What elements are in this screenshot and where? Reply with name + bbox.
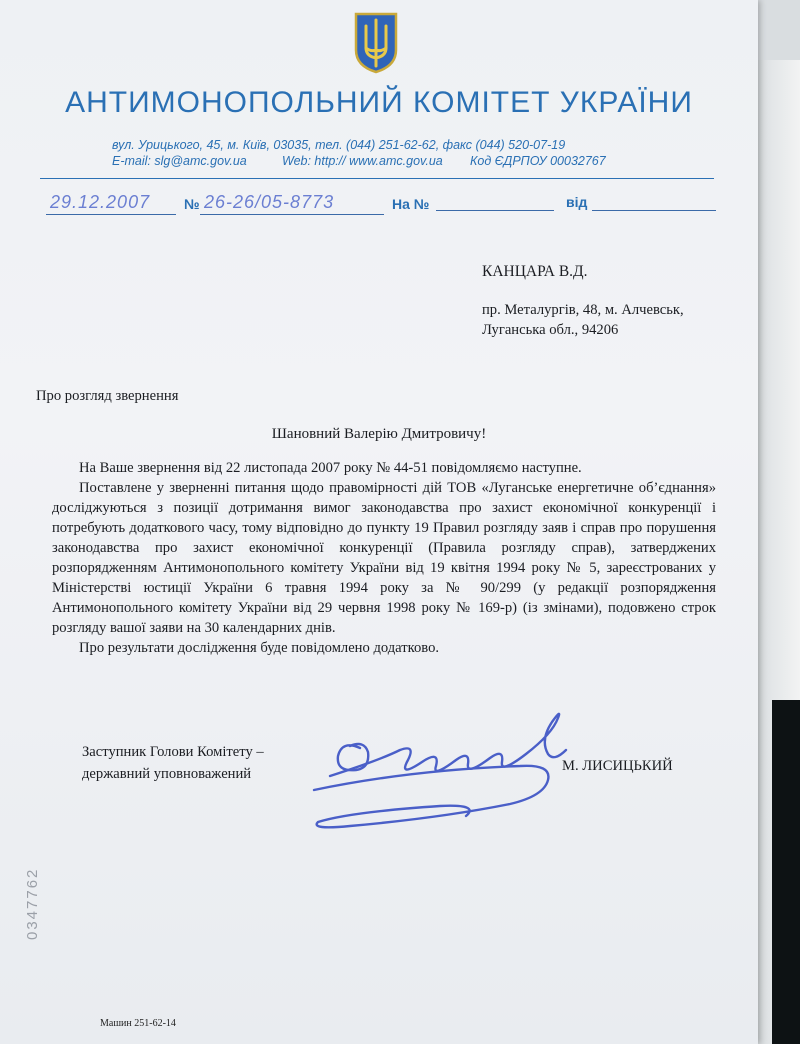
subject-line: Про розгляд звернення — [36, 388, 179, 404]
reply-blank — [436, 210, 554, 211]
date-underline — [46, 214, 176, 215]
signatory-title-line1: Заступник Голови Комітету – — [82, 744, 264, 760]
number-underline — [200, 214, 384, 215]
salutation: Шановний Валерію Дмитровичу! — [271, 426, 487, 442]
handwritten-signature — [290, 700, 590, 840]
reply-label: На № — [392, 196, 430, 212]
body-paragraph-2: Поставлене у зверненні питання щодо правомірності дій ТОВ «Луганське енергетичне об’єднання» досліджуються з позиції дотримання вимог законодавства про захист економічної конкуренції і потребують додаткового часу, тому відповідно до пункту 19 Правил розгляду заяв і справ про порушення законодавства про захист економічної конкуренції (Правила розгляду справ), затверджених розпорядженням Антимонопольного комітету України від 19 квітня 1994 року № 5, зареєстрованих у Міністерстві юстиції України 6 травня 1994 року за № 90/299 (у редакції розпорядження Антимонопольного комітету України від 29 червня 1998 року № 169-р) (із змінами), подовжено строк розгляду вашої заяви на 30 календарних днів. — [52, 480, 716, 636]
margin-stamp-number: 0347762 — [24, 867, 41, 940]
background-dark-surface — [772, 700, 800, 1044]
trident-emblem-icon — [352, 10, 400, 74]
body-paragraph-3: Про результати дослідження буде повідомлено додатково. — [79, 640, 440, 656]
signatory-name: М. ЛИСИЦЬКИЙ — [562, 758, 673, 774]
recipient-address-line1: пр. Металургів, 48, м. Алчевськ, — [482, 302, 684, 318]
header-rule — [40, 178, 714, 179]
recipient-address-line2: Луганська обл., 94206 — [482, 322, 619, 338]
body-paragraph-1: На Ваше звернення від 22 листопада 2007 року № 44-51 повідомляємо наступне. — [79, 460, 582, 476]
edrpou-line: Код ЄДРПОУ 00032767 — [470, 154, 606, 168]
letter-body — [52, 458, 716, 658]
letter-date: 29.12.2007 — [50, 192, 151, 212]
footer-note: Машин 251-62-14 — [100, 1018, 176, 1029]
number-label: № — [184, 196, 200, 212]
from-label: від — [566, 194, 588, 210]
email-line: E-mail: slg@amc.gov.ua — [112, 154, 247, 168]
recipient-name: КАНЦАРА В.Д. — [482, 263, 588, 280]
address-line: вул. Урицького, 45, м. Київ, 03035, тел. (044) 251-62-62, факс (044) 520-07-19 — [112, 138, 566, 152]
signatory-title-line2: державний уповноважений — [82, 766, 252, 782]
web-line: Web: http:// www.amc.gov.ua — [282, 154, 443, 168]
from-blank — [592, 210, 716, 211]
letter-number: 26-26/05-8773 — [204, 192, 335, 212]
organization-title: АНТИМОНОПОЛЬНИЙ КОМІТЕТ УКРАЇНИ — [65, 86, 693, 119]
